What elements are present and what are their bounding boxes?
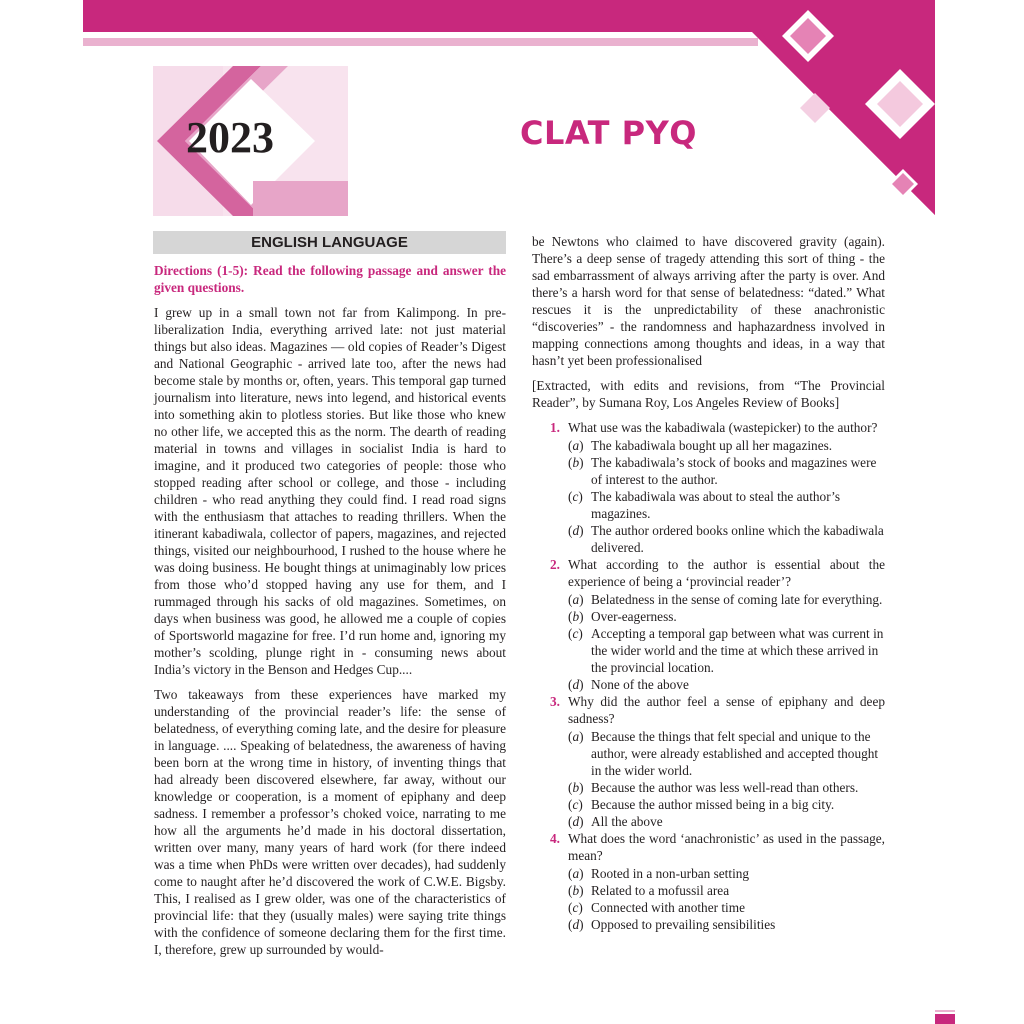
option-label: (a): [568, 592, 584, 607]
option-label: (c): [568, 489, 583, 504]
option-text: Belatedness in the sense of coming late for everything.: [591, 592, 883, 607]
option-c: [532, 625, 885, 676]
option-b: [532, 454, 885, 488]
question-2: [532, 556, 885, 590]
option-d: [532, 916, 885, 933]
passage-source: [Extracted, with edits and revisions, from “The Provincial Reader”, by Sumana Roy, Los Angeles Review of Books]: [532, 378, 885, 410]
option-d: [532, 813, 885, 830]
question-number: 2.: [550, 557, 560, 572]
right-column: [532, 233, 885, 933]
header-diamond-decoration: [700, 0, 1024, 230]
option-label: (b): [568, 609, 584, 624]
passage-paragraph-2: Two takeaways from these experiences have marked my understanding of the provincial reader’s life: the sense of belatedness, of everything coming late, and the desire for pleasure in language. .... Speaking of belatedness, the awareness of having been born at the wrong time in history, of inventing things that had already been discovered elsewhere, far away, without our knowledge or cooperation, is a moment of epiphany and deep sadness. I remember a professor’s choked voice, narrating to me how all the arguments he’d made in his doctoral dissertation, written over many, many years of hard work (for there indeed was a time when PhDs were written over decades), had suddenly come to naught after he’d discovered the work of C.W.E. Bigsby. This, I realised as I grew older, was one of the characteristics of provincial life: that they (usually males) were saying trite things with the confidence of someone declaring them for the first time. I, therefore, grew up surrounded by would-: [154, 687, 506, 957]
option-text: Rooted in a non-urban setting: [591, 866, 750, 881]
option-a: [532, 591, 885, 608]
question-number: 4.: [550, 831, 560, 846]
year-label: 2023: [186, 113, 274, 162]
option-label: (a): [568, 438, 584, 453]
footer-mark: [935, 1014, 955, 1024]
option-text: Related to a mofussil area: [591, 883, 730, 898]
option-b: [532, 882, 885, 899]
option-label: (c): [568, 626, 583, 641]
option-text: Over-eagerness.: [591, 609, 677, 624]
passage-paragraph-3: be Newtons who claimed to have discovered gravity (again). There’s a deep sense of tragedy attending this sort of thing - the sad embarrassment of always arriving after the party is over. And there’s a harsh word for that sense of belatedness: “dated.” What rescues it is the unpredictability of these anachronistic “discoveries” - the randomness and haphazardness involved in mapping connections among thoughts and ideas, in a way that hasn’t yet been professionalised: [532, 234, 885, 368]
option-a: [532, 728, 885, 779]
option-label: (d): [568, 523, 584, 538]
option-b: [532, 608, 885, 625]
header-stripe: [83, 38, 758, 46]
question-3: [532, 693, 885, 727]
option-text: The kabadiwala was about to steal the author’s magazines.: [591, 489, 840, 521]
option-text: The kabadiwala’s stock of books and magazines were of interest to the author.: [591, 455, 877, 487]
question-4: [532, 830, 885, 864]
passage-paragraph-1: I grew up in a small town not far from Kalimpong. In pre-liberalization India, everything arrived late: not just material things but also ideas. Magazines — old copies of Reader’s Digest and National Geographic - arrived late too, after the news had become stale by months or, often, years. This temporal gap turned journalism into literature, news into legend, and historical events into something akin to plotless stories. But like those who knew no other life, we accepted this as the norm. The dearth of reading material in towns and villages in socialist India is hard to imagine, and it produced two categories of people: those who stopped reading after school or college, and those - including children - who read anything they could find. I read road signs with the enthusiasm that attaches to reading thrillers. When the itinerant kabadiwala, collector of papers, magazines, and rejected things, visited our neighbourhood, I rushed to the house where he was doing business. He bought things at unimaginably low prices from those who’d stopped having any use for them, and I rummaged through his sacks of old magazines. Sometimes, on days when business was good, he allowed me a couple of copies of Sportsworld magazine for free. I’d run home and, ignoring my mother’s scolding, plunge right in - consuming news about India’s victory in the Benson and Hedges Cup....: [154, 305, 506, 677]
question-number: 1.: [550, 420, 560, 435]
option-c: [532, 796, 885, 813]
option-label: (d): [568, 677, 584, 692]
question-list: [532, 419, 885, 933]
question-text: What use was the kabadiwala (wastepicker) to the author?: [568, 420, 878, 435]
option-text: Accepting a temporal gap between what was current in the wider world and the time at which these arrived in the provincial location.: [591, 626, 884, 675]
option-label: (d): [568, 814, 584, 829]
option-d: [532, 522, 885, 556]
option-label: (b): [568, 455, 584, 470]
directions: Directions (1-5): Read the following passage and answer the given questions.: [154, 263, 506, 295]
question-text: What according to the author is essential about the experience of being a ‘provincial reader’?: [568, 557, 885, 589]
option-text: All the above: [591, 814, 663, 829]
section-heading: ENGLISH LANGUAGE: [153, 231, 506, 254]
option-b: [532, 779, 885, 796]
option-label: (c): [568, 797, 583, 812]
question-text: What does the word ‘anachronistic’ as used in the passage, mean?: [568, 831, 885, 863]
question-number: 3.: [550, 694, 560, 709]
option-label: (b): [568, 883, 584, 898]
option-text: Because the author missed being in a big city.: [591, 797, 835, 812]
option-label: (d): [568, 917, 584, 932]
option-c: [532, 488, 885, 522]
footer-stripe: [935, 1010, 955, 1012]
option-text: None of the above: [591, 677, 689, 692]
option-label: (c): [568, 900, 583, 915]
option-a: [532, 437, 885, 454]
left-column: [154, 262, 506, 966]
option-a: [532, 865, 885, 882]
option-label: (a): [568, 729, 584, 744]
question-1: [532, 419, 885, 436]
option-text: Because the author was less well-read than others.: [591, 780, 859, 795]
option-text: Opposed to prevailing sensibilities: [591, 917, 776, 932]
option-text: Connected with another time: [591, 900, 745, 915]
option-c: [532, 899, 885, 916]
page-title: CLAT PYQ: [520, 114, 697, 152]
option-d: [532, 676, 885, 693]
option-text: Because the things that felt special and unique to the author, were already established and accepted thought in the wider world.: [591, 729, 879, 778]
option-label: (b): [568, 780, 584, 795]
question-text: Why did the author feel a sense of epiphany and deep sadness?: [568, 694, 885, 726]
option-text: The kabadiwala bought up all her magazines.: [591, 438, 833, 453]
option-text: The author ordered books online which the kabadiwala delivered.: [591, 523, 884, 555]
option-label: (a): [568, 866, 584, 881]
